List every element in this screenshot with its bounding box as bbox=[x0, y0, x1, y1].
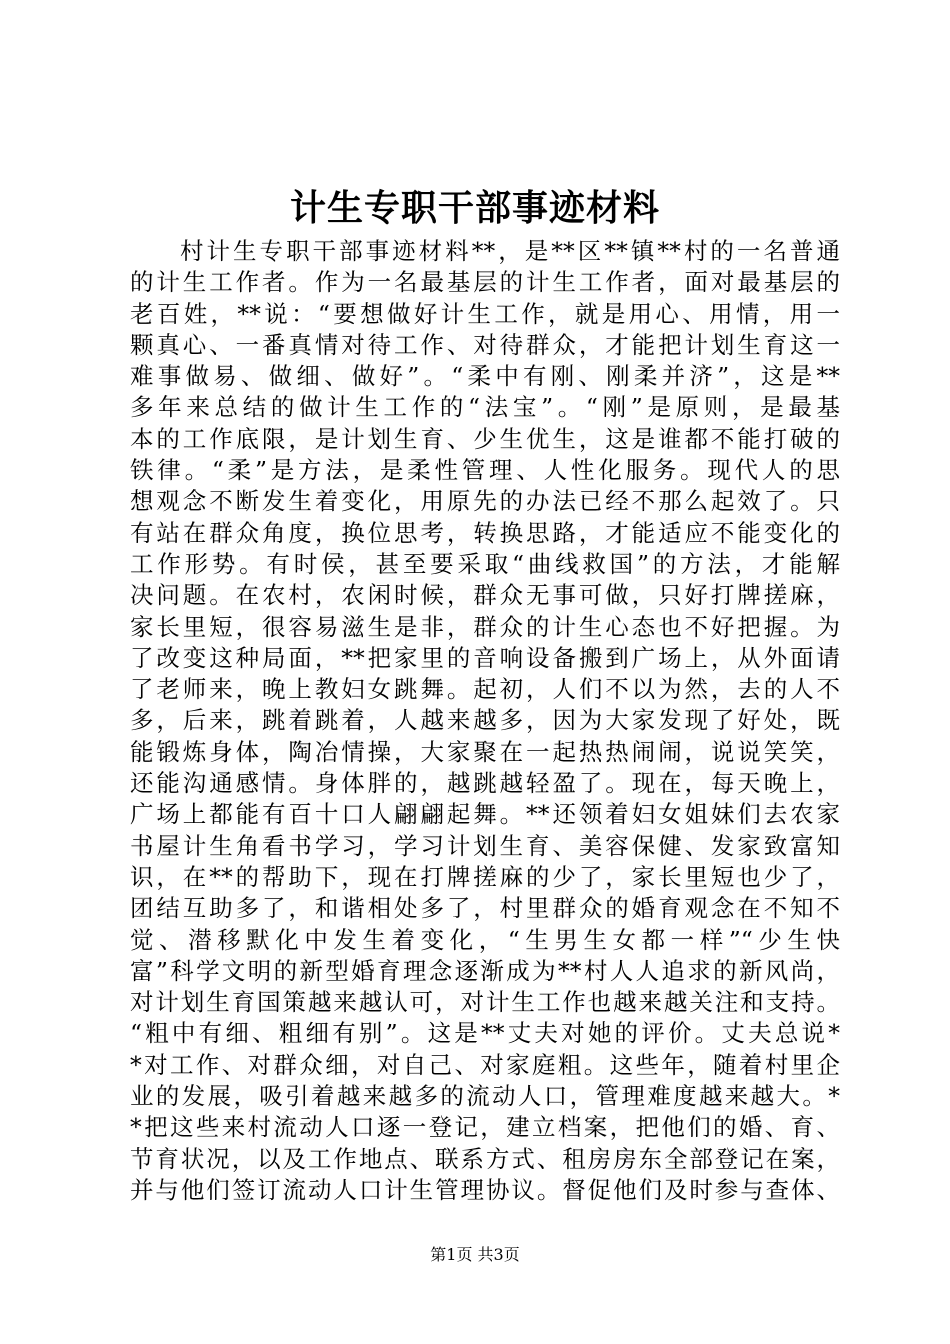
paragraph-line: 团结互助多了，和谐相处多了，村里群众的婚育观念在不知不 bbox=[130, 894, 840, 923]
paragraph-line: 想观念不断发生着变化，用原先的办法已经不那么起效了。只 bbox=[130, 487, 840, 516]
paragraph-line: 并与他们签订流动人口计生管理协议。督促他们及时参与查体、 bbox=[130, 1175, 840, 1204]
paragraph-line: 多，后来，跳着跳着，人越来越多，因为大家发现了好处，既 bbox=[130, 706, 840, 735]
document-body bbox=[130, 236, 840, 1206]
paragraph-line: 难事做易、做细、做好”。“柔中有刚、刚柔并济”，这是** bbox=[130, 362, 840, 391]
paragraph-line: “粗中有细、粗细有别”。这是**丈夫对她的评价。丈夫总说* bbox=[130, 1019, 840, 1048]
paragraph-line: 本的工作底限，是计划生育、少生优生，这是谁都不能打破的 bbox=[130, 424, 840, 453]
page-footer: 第1页 共3页 bbox=[430, 1245, 520, 1264]
paragraph-line: 颗真心、一番真情对待工作、对待群众，才能把计划生育这一 bbox=[130, 330, 840, 359]
paragraph-line: 家长里短，很容易滋生是非，群众的计生心态也不好把握。为 bbox=[130, 612, 840, 641]
paragraph-line: *对工作、对群众细，对自己、对家庭粗。这些年，随着村里企 bbox=[130, 1050, 840, 1079]
paragraph-line: 觉、潜移默化中发生着变化，“生男生女都一样”“少生快 bbox=[130, 925, 840, 954]
paragraph-line: 广场上都能有百十口人翩翩起舞。**还领着妇女姐妹们去农家 bbox=[130, 800, 840, 829]
paragraph-line: *把这些来村流动人口逐一登记，建立档案，把他们的婚、育、 bbox=[130, 1113, 840, 1142]
paragraph-line: 村计生专职干部事迹材料**，是**区**镇**村的一名普通 bbox=[180, 237, 840, 265]
paragraph-line: 节育状况，以及工作地点、联系方式、租房房东全部登记在案， bbox=[130, 1144, 840, 1173]
paragraph-line: 能锻炼身体，陶冶情操，大家聚在一起热热闹闹，说说笑笑， bbox=[130, 737, 840, 766]
paragraph-line: 铁律。“柔”是方法，是柔性管理、人性化服务。现代人的思 bbox=[130, 456, 840, 485]
paragraph-line: 还能沟通感情。身体胖的，越跳越轻盈了。现在，每天晚上， bbox=[130, 769, 840, 798]
paragraph-line: 识，在**的帮助下，现在打牌搓麻的少了，家长里短也少了， bbox=[130, 862, 840, 891]
document-title: 计生专职干部事迹材料 bbox=[289, 187, 660, 229]
paragraph-line: 老百姓，**说：“要想做好计生工作，就是用心、用情，用一 bbox=[130, 299, 840, 328]
paragraph-line: 工作形势。有时侯，甚至要采取“曲线救国”的方法，才能解 bbox=[130, 549, 840, 578]
paragraph-line: 决问题。在农村，农闲时候，群众无事可做，只好打牌搓麻， bbox=[130, 581, 840, 610]
paragraph-line: 书屋计生角看书学习，学习计划生育、美容保健、发家致富知 bbox=[130, 831, 840, 860]
paragraph-line: 了改变这种局面，**把家里的音响设备搬到广场上，从外面请 bbox=[130, 643, 840, 672]
paragraph-line: 业的发展，吸引着越来越多的流动人口，管理难度越来越大。* bbox=[130, 1082, 840, 1111]
paragraph-line: 了老师来，晚上教妇女跳舞。起初，人们不以为然，去的人不 bbox=[130, 675, 840, 704]
paragraph-line: 对计划生育国策越来越认可，对计生工作也越来越关注和支持。 bbox=[130, 988, 840, 1017]
paragraph-line: 富”科学文明的新型婚育理念逐渐成为**村人人追求的新风尚， bbox=[130, 956, 840, 985]
paragraph-line: 的计生工作者。作为一名最基层的计生工作者，面对最基层的 bbox=[130, 268, 840, 297]
paragraph-line: 多年来总结的做计生工作的“法宝”。“刚”是原则，是最基 bbox=[130, 393, 840, 422]
paragraph-line: 有站在群众角度，换位思考，转换思路，才能适应不能变化的 bbox=[130, 518, 840, 547]
